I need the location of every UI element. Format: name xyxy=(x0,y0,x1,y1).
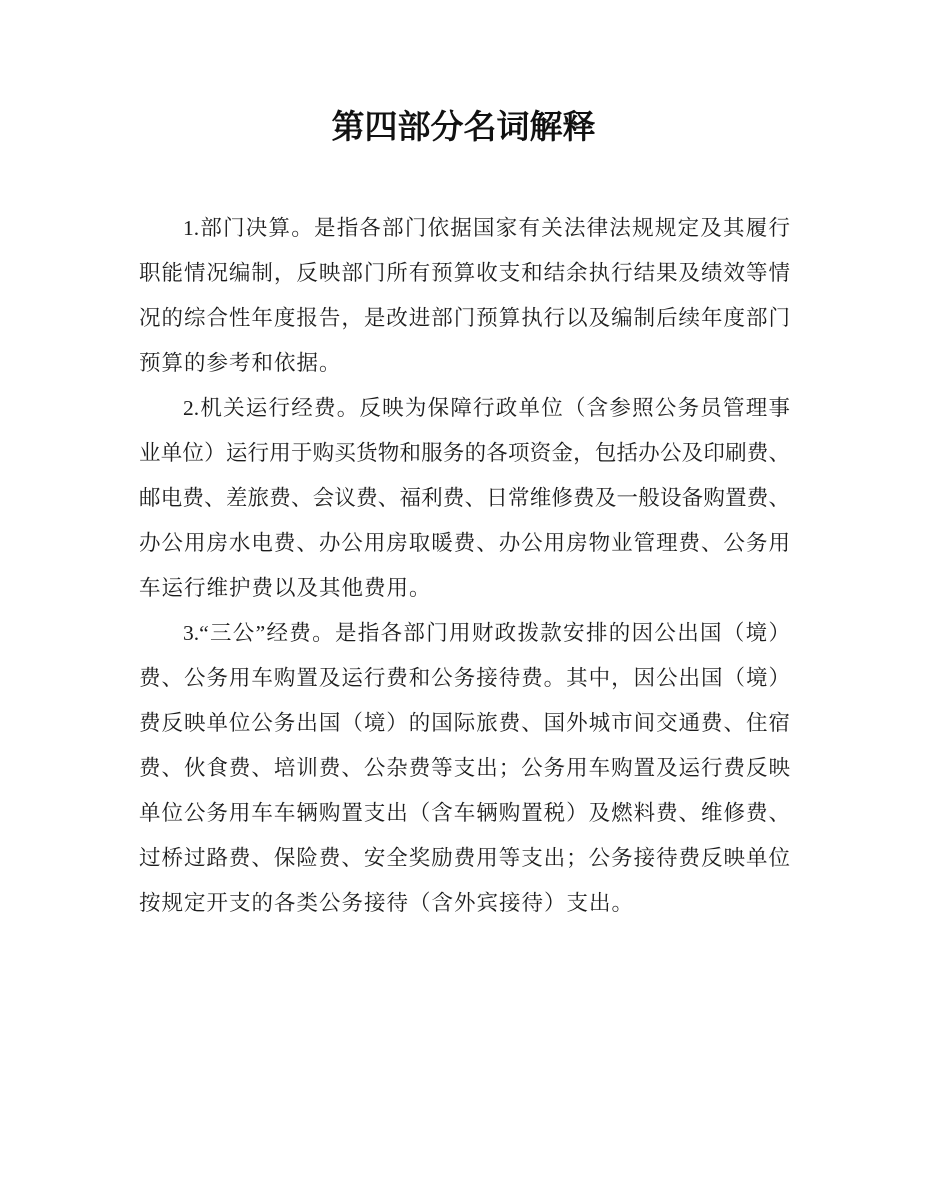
text-line: 按规定开支的各类公务接待（含外宾接待）支出。 xyxy=(139,891,635,915)
text-line: 车运行维护费以及其他费用。 xyxy=(139,576,432,600)
text-line: 3.“三公”经费。是指各部门用财政拨款安排的因公出国（境） xyxy=(183,621,790,645)
text-line: 职能情况编制，反映部门所有预算收支和结余执行结果及绩效等情 xyxy=(139,261,790,285)
text-line: 过桥过路费、保险费、安全奖励费用等支出；公务接待费反映单位 xyxy=(139,846,790,870)
text-line: 2.机关运行经费。反映为保障行政单位（含参照公务员管理事 xyxy=(183,396,790,420)
document-body xyxy=(139,206,790,926)
text-line: 费反映单位公务出国（境）的国际旅费、国外城市间交通费、住宿 xyxy=(139,711,790,735)
text-line: 邮电费、差旅费、会议费、福利费、日常维修费及一般设备购置费、 xyxy=(139,486,790,510)
paragraph xyxy=(139,386,790,611)
text-line: 业单位）运行用于购买货物和服务的各项资金，包括办公及印刷费、 xyxy=(139,441,790,465)
text-line: 办公用房水电费、办公用房取暖费、办公用房物业管理费、公务用 xyxy=(139,531,790,555)
paragraph xyxy=(139,206,790,386)
paragraph xyxy=(139,611,790,926)
text-line: 预算的参考和依据。 xyxy=(139,351,342,375)
text-line: 单位公务用车车辆购置支出（含车辆购置税）及燃料费、维修费、 xyxy=(139,801,790,825)
text-line: 费、伙食费、培训费、公杂费等支出；公务用车购置及运行费反映 xyxy=(139,756,790,780)
text-line: 况的综合性年度报告，是改进部门预算执行以及编制后续年度部门 xyxy=(139,306,790,330)
text-line: 1.部门决算。是指各部门依据国家有关法律法规规定及其履行 xyxy=(183,216,790,240)
page-title: 第四部分名词解释 xyxy=(331,110,596,146)
text-line: 费、公务用车购置及运行费和公务接待费。其中，因公出国（境） xyxy=(139,666,790,690)
